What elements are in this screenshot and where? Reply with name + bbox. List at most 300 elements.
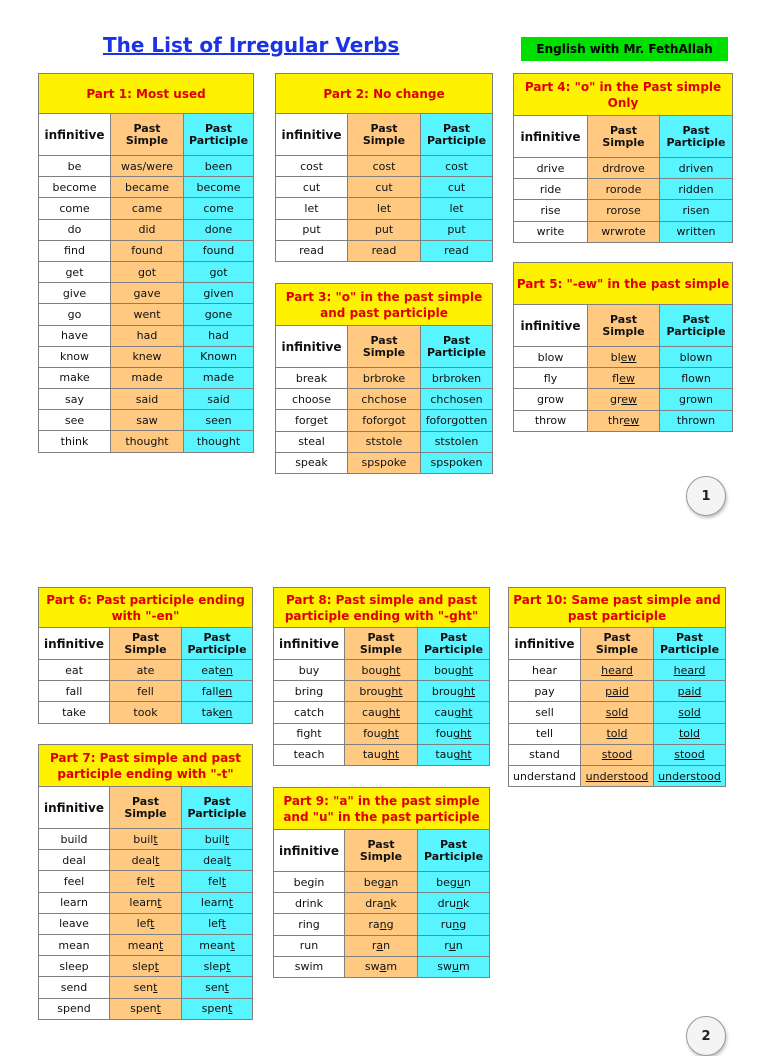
page-title: The List of Irregular Verbs — [103, 33, 400, 57]
column-header-past-simple: Past Simple — [588, 116, 660, 158]
infinitive-cell: drink — [274, 893, 345, 914]
verb-change-highlight: ght — [453, 748, 472, 762]
past-simple-cell: grew — [588, 389, 660, 410]
verb-row — [39, 977, 253, 998]
verb-change-highlight: ew — [621, 392, 638, 406]
infinitive-cell: make — [39, 367, 111, 388]
past-participle-cell: felt — [182, 871, 253, 892]
verb-change-highlight: ght — [453, 727, 472, 741]
verb-table-part-4 — [513, 73, 733, 243]
verb-change-highlight: t — [156, 1002, 161, 1016]
past-participle-cell: built — [182, 829, 253, 850]
infinitive-cell: know — [39, 346, 111, 367]
verb-change-highlight: ght — [381, 705, 401, 719]
past-participle-cell: thought — [184, 431, 254, 452]
verb-change-highlight: sold — [678, 705, 701, 719]
verb-change-highlight: t — [221, 874, 227, 888]
past-simple-cell: sent — [110, 977, 182, 998]
past-participle-cell: meant — [182, 934, 253, 955]
verb-change-highlight: t — [221, 917, 226, 931]
verb-row — [276, 431, 493, 452]
infinitive-cell: let — [276, 198, 348, 219]
past-simple-cell: read — [348, 240, 421, 261]
infinitive-cell: throw — [514, 410, 588, 431]
past-participle-cell: written — [660, 221, 733, 242]
past-participle-cell: blown — [660, 347, 733, 368]
past-participle-cell: read — [421, 240, 493, 261]
verb-row — [39, 156, 254, 177]
past-participle-cell — [654, 702, 726, 723]
part-title: Part 7: Past simple and past participle ending with "-t" — [39, 745, 253, 787]
past-simple-cell: meant — [110, 934, 182, 955]
verb-change-highlight: t — [157, 896, 162, 910]
past-simple-cell: threw — [588, 410, 660, 431]
past-participle-cell — [654, 765, 726, 786]
past-simple-cell: cut — [348, 177, 421, 198]
infinitive-cell: understand — [509, 765, 581, 786]
part-title: Part 10: Same past simple and past participle — [509, 588, 726, 628]
past-simple-cell: began — [345, 872, 418, 893]
infinitive-cell: ring — [274, 914, 345, 935]
infinitive-cell: read — [276, 240, 348, 261]
past-simple-cell: learnt — [110, 892, 182, 913]
past-participle-cell: sent — [182, 977, 253, 998]
verb-change-highlight: n — [379, 917, 387, 931]
verb-row — [39, 829, 253, 850]
infinitive-cell: find — [39, 240, 111, 261]
infinitive-cell: stand — [509, 744, 581, 765]
verb-row — [39, 389, 254, 410]
past-simple-cell: rang — [345, 914, 418, 935]
past-simple-cell: rorode — [588, 179, 660, 200]
past-participle-cell: brought — [418, 681, 490, 702]
verb-table-part-3 — [275, 283, 493, 474]
past-simple-cell: went — [111, 304, 184, 325]
verb-row — [39, 681, 253, 702]
past-simple-cell: had — [111, 325, 184, 346]
past-simple-cell: bought — [345, 660, 418, 681]
verb-change-highlight: t — [153, 980, 158, 994]
verb-row — [39, 850, 253, 871]
infinitive-cell: break — [276, 368, 348, 389]
part-title: Part 1: Most used — [39, 74, 254, 114]
verb-row — [276, 156, 493, 177]
column-header-infinitive: infinitive — [509, 628, 581, 660]
past-simple-cell: blew — [588, 347, 660, 368]
past-simple-cell: ststole — [348, 431, 421, 452]
past-simple-cell: was/were — [111, 156, 184, 177]
past-participle-cell: Known — [184, 346, 254, 367]
past-participle-cell: swum — [418, 956, 490, 977]
column-header-past-simple: Past Simple — [345, 628, 418, 660]
verb-change-highlight: en — [218, 705, 233, 719]
verb-row — [39, 998, 253, 1019]
past-participle-cell: got — [184, 261, 254, 282]
verb-row — [509, 660, 726, 681]
infinitive-cell: cost — [276, 156, 348, 177]
verb-change-highlight: ght — [454, 663, 473, 677]
verb-row — [276, 410, 493, 431]
verb-row — [276, 177, 493, 198]
verb-row — [274, 660, 490, 681]
verb-change-highlight: t — [226, 959, 231, 973]
infinitive-cell: get — [39, 261, 111, 282]
past-simple-cell: spent — [110, 998, 182, 1019]
verb-change-highlight: u — [456, 875, 464, 889]
verb-change-highlight: u — [452, 960, 459, 974]
past-participle-cell: flown — [660, 368, 733, 389]
column-header-past-simple: Past Simple — [348, 114, 421, 156]
past-participle-cell — [654, 723, 726, 744]
verb-row — [514, 347, 733, 368]
column-header-past-simple: Past Simple — [111, 114, 184, 156]
past-simple-cell: taught — [345, 744, 418, 765]
past-participle-cell: made — [184, 367, 254, 388]
past-simple-cell: felt — [110, 871, 182, 892]
verb-change-highlight: ght — [382, 663, 401, 677]
past-participle-cell: caught — [418, 702, 490, 723]
past-participle-cell: learnt — [182, 892, 253, 913]
part-title: Part 2: No change — [276, 74, 493, 114]
part-title: Part 6: Past participle ending with "-en" — [39, 588, 253, 628]
verb-row — [39, 177, 254, 198]
verb-row — [514, 200, 733, 221]
column-header-past-participle: Past Participle — [421, 326, 493, 368]
past-simple-cell: brought — [345, 681, 418, 702]
past-simple-cell: built — [110, 829, 182, 850]
past-participle-cell: left — [182, 913, 253, 934]
column-header-past-participle: Past Participle — [182, 628, 253, 660]
column-header-past-simple: Past Simple — [588, 305, 660, 347]
verb-row — [274, 935, 490, 956]
past-simple-cell: dealt — [110, 850, 182, 871]
past-simple-cell: saw — [111, 410, 184, 431]
verb-row — [274, 702, 490, 723]
past-participle-cell: rung — [418, 914, 490, 935]
past-simple-cell: knew — [111, 346, 184, 367]
verb-change-highlight: stood — [601, 748, 633, 762]
verb-row — [39, 198, 254, 219]
past-participle-cell: run — [418, 935, 490, 956]
infinitive-cell: leave — [39, 913, 110, 934]
infinitive-cell: fight — [274, 723, 345, 744]
past-participle-cell: brbroken — [421, 368, 493, 389]
infinitive-cell: write — [514, 221, 588, 242]
column-header-past-simple: Past Simple — [110, 628, 182, 660]
infinitive-cell: pay — [509, 681, 581, 702]
infinitive-cell: choose — [276, 389, 348, 410]
verb-change-highlight: understood — [658, 769, 721, 783]
infinitive-cell: steal — [276, 431, 348, 452]
verb-row — [509, 723, 726, 744]
past-simple-cell: brbroke — [348, 368, 421, 389]
infinitive-cell: do — [39, 219, 111, 240]
past-participle-cell: slept — [182, 956, 253, 977]
infinitive-cell: catch — [274, 702, 345, 723]
verb-change-highlight: ew — [620, 350, 637, 364]
verb-change-highlight: stood — [674, 748, 705, 762]
past-participle-cell: drunk — [418, 893, 490, 914]
verb-row — [514, 221, 733, 242]
column-header-past-participle: Past Participle — [654, 628, 726, 660]
column-header-past-participle: Past Participle — [418, 830, 490, 872]
infinitive-cell: rise — [514, 200, 588, 221]
verb-row — [39, 240, 254, 261]
past-participle-cell — [654, 744, 726, 765]
verb-row — [39, 283, 254, 304]
past-participle-cell: said — [184, 389, 254, 410]
verb-change-highlight: ew — [623, 414, 640, 428]
past-participle-cell: let — [421, 198, 493, 219]
verb-row — [276, 240, 493, 261]
past-simple-cell: ran — [345, 935, 418, 956]
verb-row — [39, 892, 253, 913]
past-participle-cell: bought — [418, 660, 490, 681]
past-simple-cell: wrwrote — [588, 221, 660, 242]
infinitive-cell: think — [39, 431, 111, 452]
infinitive-cell: bring — [274, 681, 345, 702]
past-simple-cell: chchose — [348, 389, 421, 410]
column-header-infinitive: infinitive — [514, 116, 588, 158]
past-simple-cell: came — [111, 198, 184, 219]
past-participle-cell: been — [184, 156, 254, 177]
infinitive-cell: learn — [39, 892, 110, 913]
past-simple-cell: flew — [588, 368, 660, 389]
column-header-past-participle: Past Participle — [421, 114, 493, 156]
verb-row — [276, 452, 493, 473]
past-simple-cell: foforgot — [348, 410, 421, 431]
past-participle-cell: had — [184, 325, 254, 346]
part-title: Part 5: "-ew" in the past simple — [514, 263, 733, 305]
verb-row — [276, 389, 493, 410]
column-header-past-simple: Past Simple — [581, 628, 654, 660]
verb-row — [276, 198, 493, 219]
infinitive-cell: sleep — [39, 956, 110, 977]
column-header-infinitive: infinitive — [39, 114, 111, 156]
verb-change-highlight: ew — [619, 371, 635, 385]
past-participle-cell: spent — [182, 998, 253, 1019]
verb-change-highlight: ght — [380, 748, 400, 762]
verb-row — [274, 723, 490, 744]
verb-table-part-6 — [38, 587, 253, 724]
part-title: Part 9: "a" in the past simple and "u" in the past participle — [274, 788, 490, 830]
past-participle-cell: spspoken — [421, 452, 493, 473]
infinitive-cell: tell — [509, 723, 581, 744]
verb-row — [276, 368, 493, 389]
part-title: Part 3: "o" in the past simple and past participle — [276, 284, 493, 326]
past-simple-cell — [581, 723, 654, 744]
column-header-past-participle: Past Participle — [182, 787, 253, 829]
verb-row — [39, 304, 254, 325]
past-simple-cell: became — [111, 177, 184, 198]
verb-row — [514, 389, 733, 410]
verb-change-highlight: t — [228, 1002, 233, 1016]
verb-row — [509, 681, 726, 702]
column-header-past-simple: Past Simple — [348, 326, 421, 368]
verb-change-highlight: understood — [585, 769, 649, 783]
verb-row — [274, 872, 490, 893]
past-participle-cell: gone — [184, 304, 254, 325]
verb-row — [274, 681, 490, 702]
verb-change-highlight: u — [448, 939, 456, 953]
verb-row — [274, 956, 490, 977]
past-simple-cell: did — [111, 219, 184, 240]
infinitive-cell: speak — [276, 452, 348, 473]
column-header-infinitive: infinitive — [274, 628, 345, 660]
past-simple-cell: drdrove — [588, 158, 660, 179]
infinitive-cell: say — [39, 389, 111, 410]
infinitive-cell: take — [39, 702, 110, 723]
verb-row — [274, 744, 490, 765]
verb-change-highlight: en — [219, 663, 233, 677]
past-participle-cell: foforgotten — [421, 410, 493, 431]
infinitive-cell: eat — [39, 660, 110, 681]
verb-table-part-8 — [273, 587, 490, 766]
verb-change-highlight: t — [228, 896, 234, 910]
past-participle-cell: taken — [182, 702, 253, 723]
past-participle-cell: come — [184, 198, 254, 219]
verb-change-highlight: t — [230, 938, 235, 952]
verb-row — [39, 410, 254, 431]
verb-row — [276, 219, 493, 240]
verb-change-highlight: ght — [384, 684, 403, 698]
infinitive-cell: teach — [274, 744, 345, 765]
past-simple-cell: ate — [110, 660, 182, 681]
infinitive-cell: run — [274, 935, 345, 956]
column-header-infinitive: infinitive — [514, 305, 588, 347]
verb-row — [514, 368, 733, 389]
verb-change-highlight: t — [150, 917, 155, 931]
column-header-past-participle: Past Participle — [660, 305, 733, 347]
verb-change-highlight: a — [379, 960, 387, 974]
verb-row — [274, 914, 490, 935]
verb-change-highlight: heard — [673, 663, 706, 677]
verb-table-part-2 — [275, 73, 493, 262]
infinitive-cell: grow — [514, 389, 588, 410]
column-header-past-participle: Past Participle — [184, 114, 254, 156]
past-participle-cell: ridden — [660, 179, 733, 200]
column-header-past-participle: Past Participle — [660, 116, 733, 158]
past-participle-cell: chchosen — [421, 389, 493, 410]
verb-row — [514, 158, 733, 179]
past-participle-cell: grown — [660, 389, 733, 410]
past-simple-cell: fell — [110, 681, 182, 702]
past-simple-cell: found — [111, 240, 184, 261]
verb-change-highlight: ght — [380, 727, 399, 741]
infinitive-cell: swim — [274, 956, 345, 977]
infinitive-cell: mean — [39, 934, 110, 955]
verb-change-highlight: sold — [605, 705, 629, 719]
verb-change-highlight: told — [606, 727, 628, 741]
past-participle-cell: fought — [418, 723, 490, 744]
past-simple-cell — [581, 660, 654, 681]
infinitive-cell: fall — [39, 681, 110, 702]
verb-row — [509, 765, 726, 786]
infinitive-cell: drive — [514, 158, 588, 179]
verb-change-highlight: n — [452, 917, 460, 931]
past-participle-cell: put — [421, 219, 493, 240]
past-participle-cell: cost — [421, 156, 493, 177]
past-simple-cell: rorose — [588, 200, 660, 221]
column-header-past-simple: Past Simple — [110, 787, 182, 829]
verb-table-part-10 — [508, 587, 726, 787]
past-simple-cell — [581, 702, 654, 723]
verb-row — [39, 325, 254, 346]
page-number-badge: 2 — [686, 1016, 726, 1056]
verb-change-highlight: en — [218, 684, 233, 698]
verb-change-highlight: t — [155, 853, 160, 867]
verb-change-highlight: t — [226, 853, 231, 867]
verb-table-part-7 — [38, 744, 253, 1020]
past-participle-cell — [654, 660, 726, 681]
past-participle-cell: dealt — [182, 850, 253, 871]
past-simple-cell: left — [110, 913, 182, 934]
past-simple-cell: drank — [345, 893, 418, 914]
verb-row — [39, 702, 253, 723]
past-participle-cell: thrown — [660, 410, 733, 431]
infinitive-cell: cut — [276, 177, 348, 198]
verb-row — [39, 346, 254, 367]
verb-row — [509, 702, 726, 723]
past-participle-cell: fallen — [182, 681, 253, 702]
past-participle-cell: cut — [421, 177, 493, 198]
infinitive-cell: ride — [514, 179, 588, 200]
past-simple-cell: fought — [345, 723, 418, 744]
past-participle-cell: driven — [660, 158, 733, 179]
past-simple-cell: took — [110, 702, 182, 723]
past-simple-cell: let — [348, 198, 421, 219]
infinitive-cell: buy — [274, 660, 345, 681]
verb-table-part-5 — [513, 262, 733, 432]
verb-row — [509, 744, 726, 765]
verb-row — [514, 179, 733, 200]
column-header-infinitive: infinitive — [274, 830, 345, 872]
verb-change-highlight: ght — [454, 705, 473, 719]
infinitive-cell: become — [39, 177, 111, 198]
past-participle-cell: risen — [660, 200, 733, 221]
verb-change-highlight: heard — [601, 663, 633, 677]
verb-change-highlight: n — [383, 896, 391, 910]
infinitive-cell: feel — [39, 871, 110, 892]
infinitive-cell: build — [39, 829, 110, 850]
past-simple-cell: slept — [110, 956, 182, 977]
verb-row — [39, 431, 254, 452]
infinitive-cell: send — [39, 977, 110, 998]
past-participle-cell: seen — [184, 410, 254, 431]
column-header-infinitive: infinitive — [39, 628, 110, 660]
infinitive-cell: give — [39, 283, 111, 304]
verb-change-highlight: t — [224, 980, 229, 994]
column-header-past-simple: Past Simple — [345, 830, 418, 872]
column-header-infinitive: infinitive — [276, 114, 348, 156]
past-simple-cell: made — [111, 367, 184, 388]
verb-row — [514, 410, 733, 431]
verb-row — [39, 660, 253, 681]
past-simple-cell: thought — [111, 431, 184, 452]
past-simple-cell: cost — [348, 156, 421, 177]
verb-row — [39, 367, 254, 388]
past-participle-cell: given — [184, 283, 254, 304]
infinitive-cell: sell — [509, 702, 581, 723]
verb-row — [39, 934, 253, 955]
verb-change-highlight: a — [376, 939, 384, 953]
verb-change-highlight: paid — [677, 684, 702, 698]
verb-change-highlight: t — [224, 832, 230, 846]
part-title: Part 4: "o" in the Past simple Only — [514, 74, 733, 116]
verb-change-highlight: t — [154, 959, 159, 973]
page-number-badge: 1 — [686, 476, 726, 516]
verb-change-highlight: ght — [456, 684, 476, 698]
